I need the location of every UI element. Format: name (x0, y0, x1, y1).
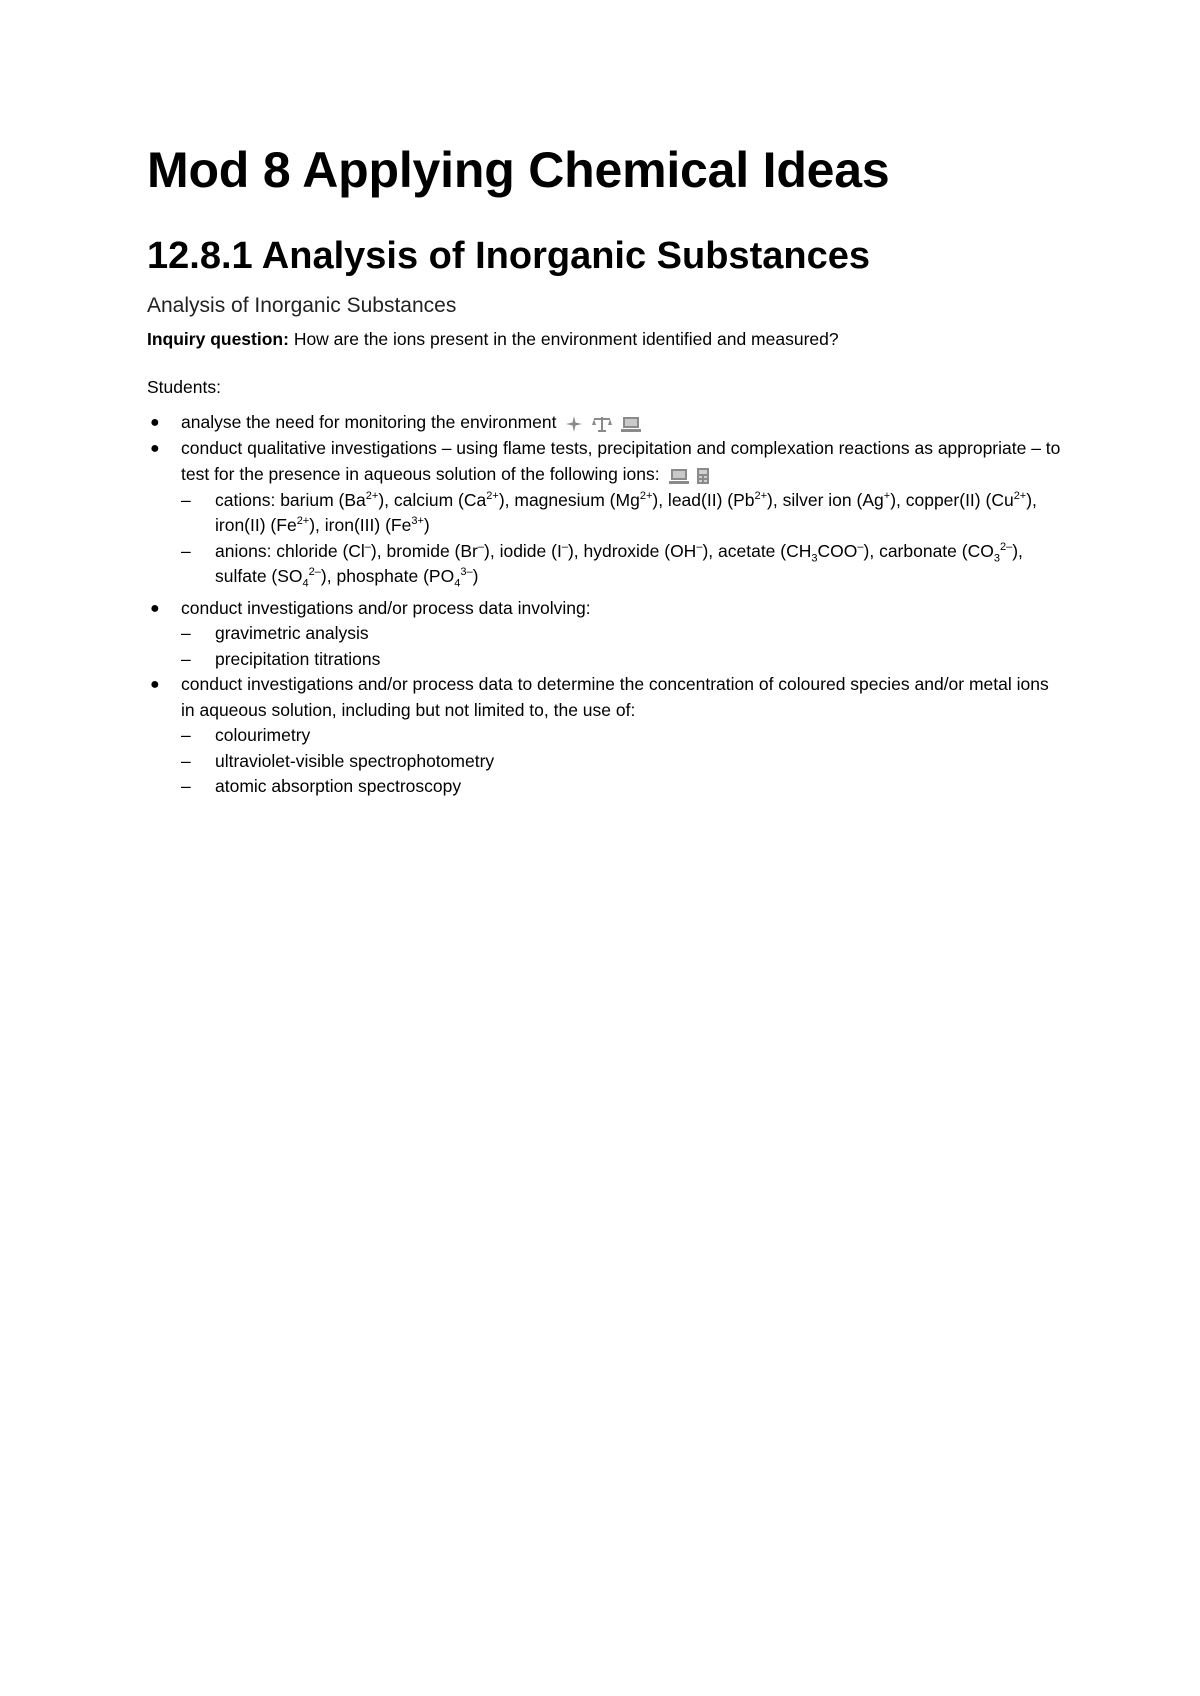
ion-charge: 2+ (1013, 489, 1027, 502)
ion-charge: 2+ (365, 489, 379, 502)
sub-item-text: colourimetry (215, 725, 311, 746)
ion-subscript: 3 (993, 552, 1000, 565)
page-title: Mod 8 Applying Chemical Ideas (147, 142, 890, 198)
ion-subscript: 4 (454, 577, 461, 590)
sub-item-text: gravimetric analysis (215, 623, 369, 644)
dash-marker: – (181, 776, 191, 797)
ion-subscript: 3 (811, 552, 818, 565)
dash-marker: – (181, 623, 191, 644)
list-item (147, 596, 1067, 673)
ion-charge: 3– (460, 566, 473, 579)
ion-text: ), copper(II) (Cu (890, 489, 1014, 510)
ion-subscript: 4 (302, 577, 309, 590)
ion-charge: 2– (308, 566, 321, 579)
ion-charge: – (364, 540, 371, 553)
ion-charge: – (477, 540, 485, 553)
ion-charge: + (883, 489, 891, 502)
dash-marker: – (181, 648, 191, 669)
ion-text: ), carbonate (CO (863, 540, 994, 561)
ion-text: COO (817, 540, 858, 561)
subsection-heading: Analysis of Inorganic Substances (147, 293, 457, 317)
ion-charge: – (857, 540, 864, 553)
ion-text: ) (423, 515, 430, 536)
outcome-text: conduct investigations and/or process data to determine the concentration of coloured species and/or metal ions in aqueous solution, including but not limited to, the use of: (181, 674, 1049, 720)
section-heading: 12.8.1 Analysis of Inorganic Substances (147, 235, 870, 277)
ion-text: ), sulfate (SO (215, 540, 1023, 587)
dash-marker: – (181, 750, 191, 771)
ion-charge: 2+ (639, 489, 653, 502)
ion-text: ), bromide (Br (370, 540, 478, 561)
balance-scale-icon (591, 415, 613, 433)
dash-marker: – (181, 489, 191, 510)
list-item (181, 647, 1067, 673)
sparkle-icon (565, 415, 583, 433)
ion-charge: 2+ (296, 515, 310, 528)
list-item (181, 723, 1067, 749)
outcome-text: conduct investigations and/or process data involving: (181, 597, 591, 618)
sub-list (181, 723, 1067, 800)
ion-charge: – (696, 540, 703, 553)
ion-text: ), calcium (Ca (378, 489, 487, 510)
ion-charge: 2– (999, 540, 1013, 553)
document-page (147, 140, 1067, 800)
icon-group (565, 411, 644, 437)
ion-charge: 2+ (486, 489, 499, 502)
sub-item-text: atomic absorption spectroscopy (215, 776, 462, 797)
ion-text: ), magnesium (Mg (498, 489, 640, 510)
ion-charge: – (561, 540, 568, 553)
ion-text: ), phosphate (PO (320, 566, 455, 587)
bullet-icon: ● (150, 413, 160, 431)
ion-charge: 3+ (411, 515, 424, 528)
dash-marker: – (181, 540, 191, 561)
sub-list (181, 621, 1067, 672)
list-item (181, 774, 1067, 800)
list-item (181, 749, 1067, 775)
ion-text: ), hydroxide (OH (567, 540, 697, 561)
icon-group (669, 462, 714, 488)
ion-text: ), silver ion (Ag (767, 489, 884, 510)
students-label: Students: (147, 377, 221, 398)
dash-marker: – (181, 725, 191, 746)
computer-icon (621, 415, 641, 433)
inquiry-text: How are the ions present in the environment identified and measured? (288, 328, 839, 349)
sub-item-text: ultraviolet-visible spectrophotometry (215, 750, 495, 771)
ion-text: ) (472, 566, 479, 587)
ion-text: ), lead(II) (Pb (652, 489, 755, 510)
list-item (147, 672, 1067, 800)
bullet-icon: ● (150, 676, 160, 694)
list-item (147, 410, 1067, 436)
inquiry-label: Inquiry question: (147, 328, 289, 349)
ion-text: ), iron(II) (Fe (215, 489, 1037, 536)
outcome-text: conduct qualitative investigations – using flame tests, precipitation and complexation reactions as appropriate – to test for the presence in aqueous solution of the following ions: (181, 438, 1061, 484)
ion-text: barium (Ba (280, 489, 366, 510)
anions-label: anions: (215, 540, 277, 561)
ion-text: ), acetate (CH (702, 540, 812, 561)
ion-text: ), iodide (I (484, 540, 562, 561)
list-item (147, 436, 1067, 590)
computer-icon (669, 467, 689, 485)
inquiry-question (147, 327, 1067, 352)
list-item (181, 539, 1067, 590)
sub-item-text: precipitation titrations (215, 648, 381, 669)
bullet-icon: ● (150, 599, 160, 617)
ion-text: chloride (Cl (276, 540, 365, 561)
outcomes-list (147, 410, 1067, 800)
ion-charge: 2+ (754, 489, 768, 502)
bullet-icon: ● (150, 440, 160, 458)
list-item (181, 488, 1067, 539)
calculator-icon (696, 467, 710, 485)
ion-list (181, 488, 1067, 590)
list-item (181, 621, 1067, 647)
ion-text: ), iron(III) (Fe (309, 515, 412, 536)
cations-label: cations: (215, 489, 281, 510)
outcome-text: analyse the need for monitoring the environment (181, 411, 557, 432)
